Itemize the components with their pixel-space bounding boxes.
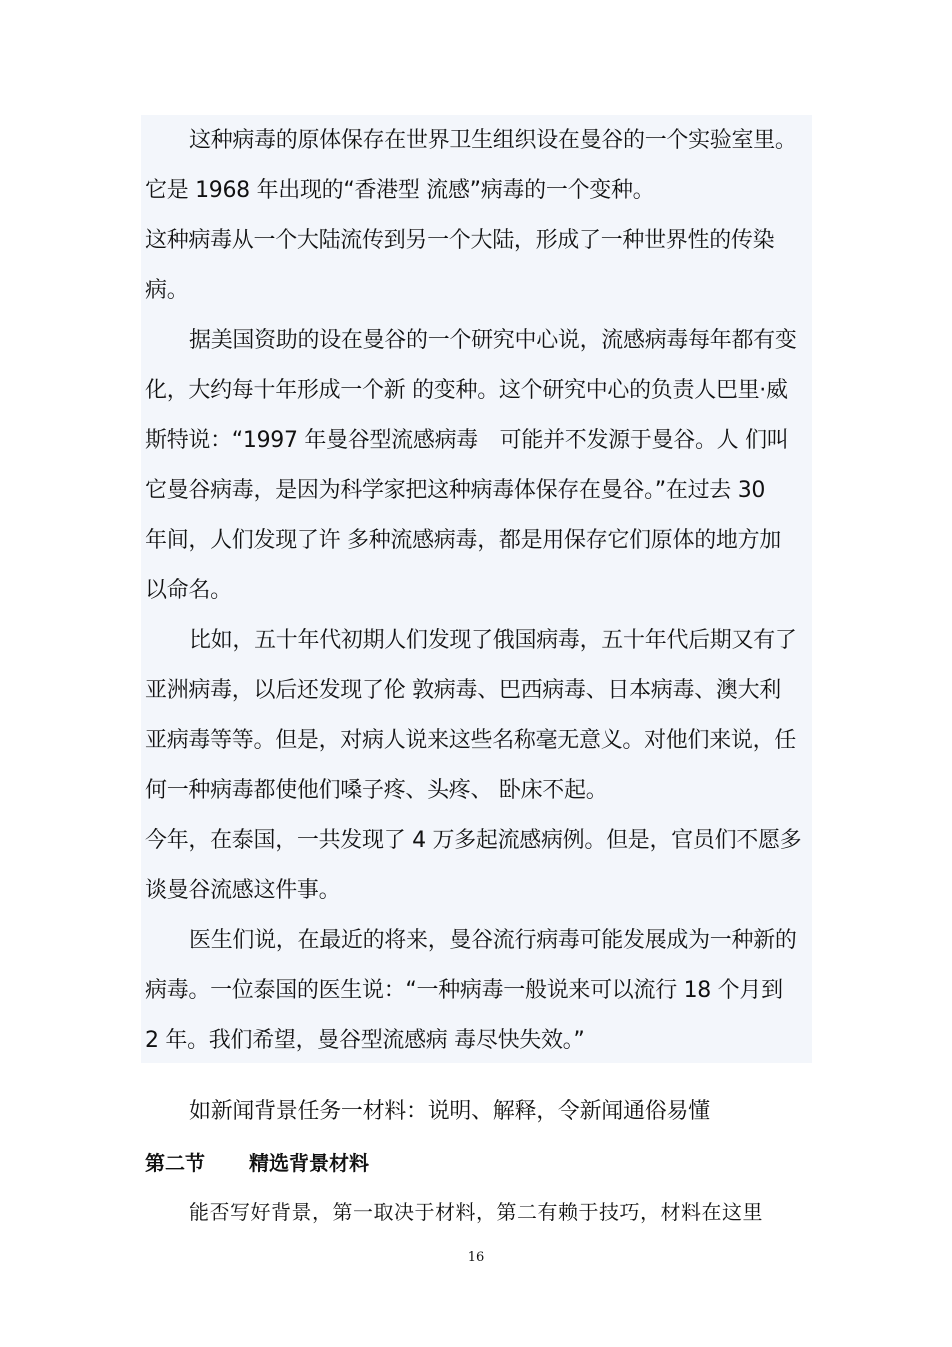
article-line: 化，大约每十年形成一个新 的变种。这个研究中心的负责人巴里·威 [145,378,788,403]
article-line: 2 年。我们希望，曼谷型流感病 毒尽快失效。” [145,1028,585,1053]
body-paragraph-line: 能否写好背景，第一取决于材料，第二有赖于技巧，材料在这里 [189,1200,763,1224]
article-line: 病。 [145,278,189,303]
page-number: 16 [467,1250,485,1265]
section-heading [145,1148,369,1178]
article-line: 它是 1968 年出现的“香港型 流感”病毒的一个变种。 [145,178,655,203]
article-line: 比如，五十年代初期人们发现了俄国病毒，五十年代后期又有了 [189,628,797,653]
article-line: 这种病毒从一个大陆流传到另一个大陆，形成了一种世界性的传染 [145,228,775,253]
article-line: 谈曼谷流感这件事。 [145,878,341,903]
article-line: 病毒。一位泰国的医生说：“一种病毒一般说来可以流行 18 个月到 [145,978,783,1003]
article-line: 它曼谷病毒，是因为科学家把这种病毒体保存在曼谷。”在过去 30 [145,478,766,503]
article-line: 今年，在泰国，一共发现了 4 万多起流感病例。但是，官员们不愿多 [145,828,802,853]
article-line: 何一种病毒都使他们嗓子疼、头疼、 卧床不起。 [145,778,608,803]
article-line: 亚洲病毒，以后还发现了伦 敦病毒、巴西病毒、日本病毒、澳大利 [145,678,781,703]
article-line: 以命名。 [145,578,232,603]
article-line: 这种病毒的原体保存在世界卫生组织设在曼谷的一个实验室里。 [189,128,797,153]
section-title: 精选背景材料 [249,1151,369,1175]
article-line: 据美国资助的设在曼谷的一个研究中心说，流感病毒每年都有变 [189,328,797,353]
section-number: 第二节 [145,1151,205,1175]
summary-line: 如新闻背景任务一材料：说明、解释，令新闻通俗易懂 [189,1099,710,1124]
article-line: 医生们说，在最近的将来，曼谷流行病毒可能发展成为一种新的 [189,928,797,953]
article-line: 亚病毒等等。但是，对病人说来这些名称毫无意义。对他们来说，任 [145,728,797,753]
article-line: 年间，人们发现了许 多种流感病毒，都是用保存它们原体的地方加 [145,528,781,553]
article-line: 斯特说：“1997 年曼谷型流感病毒 可能并不发源于曼谷。人 们叫 [145,428,789,453]
